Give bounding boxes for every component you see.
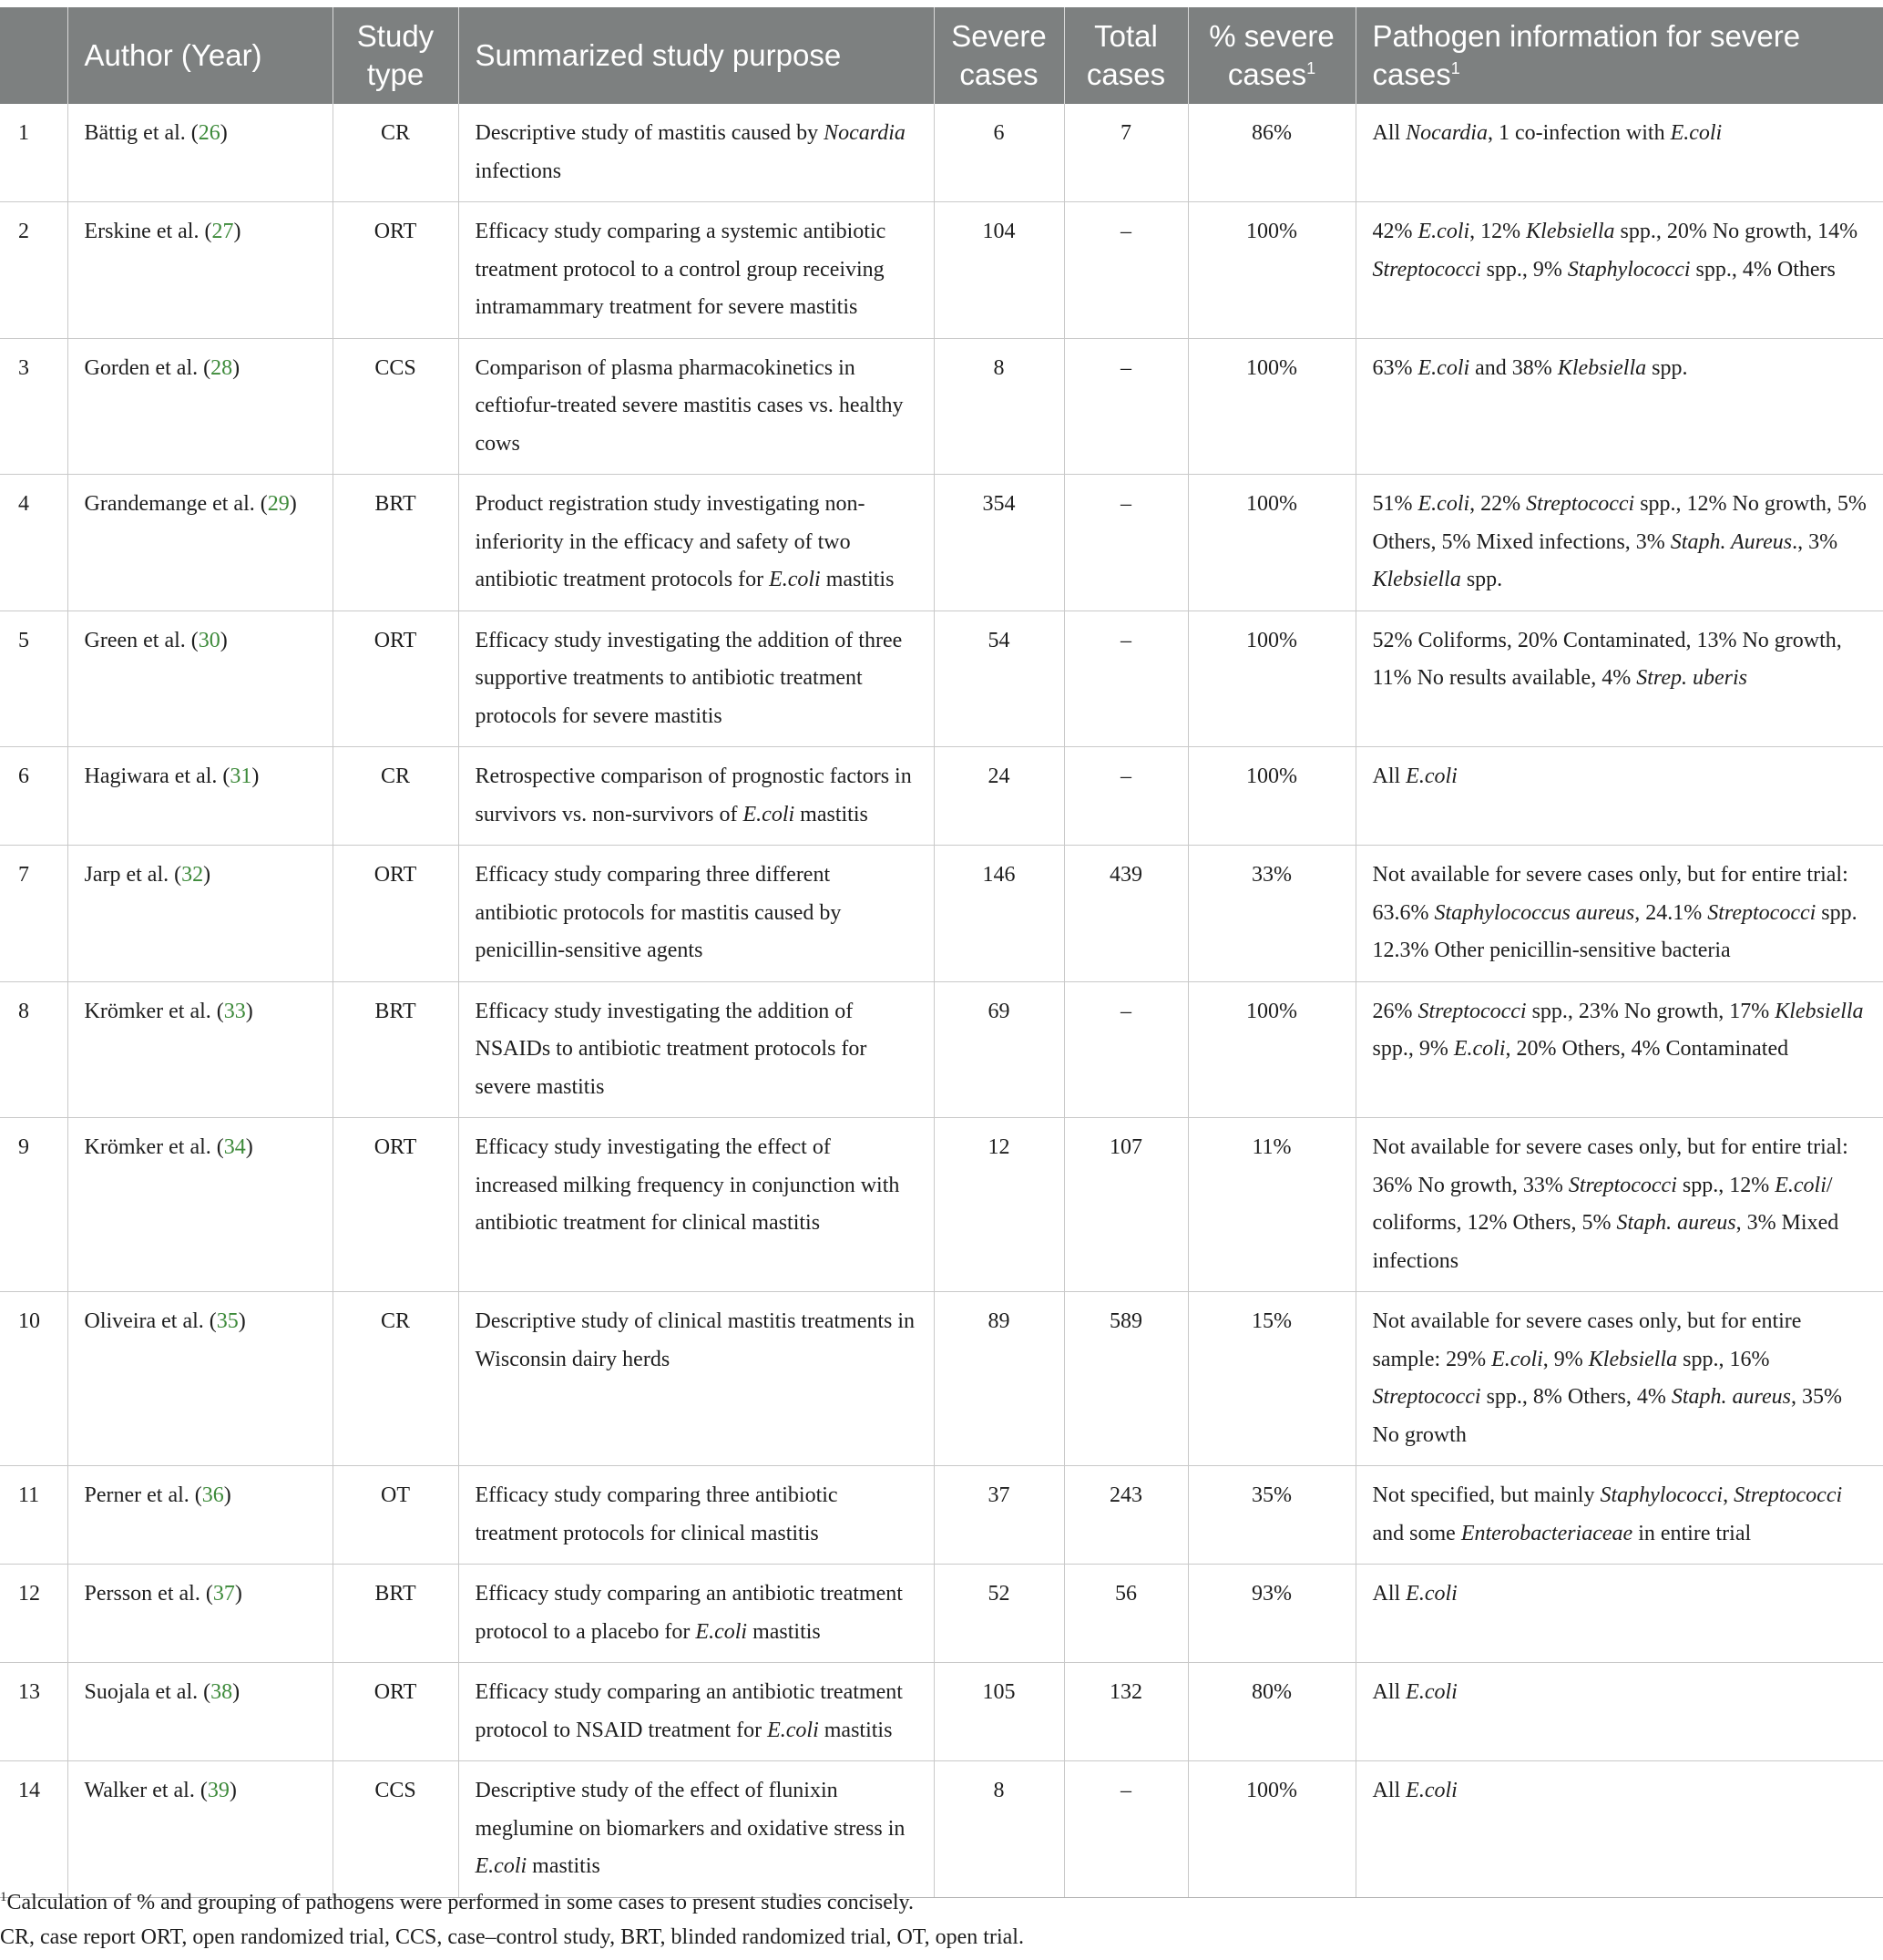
author-paren-close: ) xyxy=(232,1680,240,1704)
author-name: Bättig et al. ( xyxy=(84,121,199,145)
table-row xyxy=(0,104,1883,202)
row-number: 4 xyxy=(0,475,67,611)
author-cell xyxy=(67,202,333,339)
author-name: Oliveira et al. ( xyxy=(84,1309,217,1333)
header-study-type: Study type xyxy=(333,7,458,104)
pathogen-cell: All E.coli xyxy=(1356,1663,1883,1761)
author-paren-close: ) xyxy=(229,1779,237,1802)
reference-link[interactable]: 28 xyxy=(210,355,233,380)
row-number: 1 xyxy=(0,104,67,202)
pathogen-cell: All Nocardia, 1 co-infection with E.coli xyxy=(1356,104,1883,202)
author-name: Persson et al. ( xyxy=(84,1582,213,1606)
author-name: Krömker et al. ( xyxy=(84,1135,224,1159)
total-cases-cell: 243 xyxy=(1064,1466,1188,1565)
pct-severe-cell: 100% xyxy=(1188,1761,1356,1898)
header-pct-severe xyxy=(1188,7,1356,104)
row-number: 10 xyxy=(0,1292,67,1466)
author-cell xyxy=(67,338,333,475)
purpose-cell: Descriptive study of the effect of flunixin meglumine on biomarkers and oxidative stress in E.coli mastitis xyxy=(458,1761,934,1898)
row-number: 11 xyxy=(0,1466,67,1565)
header-total-cases: Total cases xyxy=(1064,7,1188,104)
header-pathogen-label: Pathogen information for severe cases xyxy=(1372,19,1801,91)
purpose-cell: Product registration study investigating non-inferiority in the efficacy and safety of two antibiotic treatment protocols for E.coli mastitis xyxy=(458,475,934,611)
author-cell xyxy=(67,1663,333,1761)
footnote-abbreviations: CR, case report ORT, open randomized trial, CCS, case–control study, BRT, blinded randomized trial, OT, open trial. xyxy=(0,1925,1024,1949)
total-cases-cell: 589 xyxy=(1064,1292,1188,1466)
reference-link[interactable]: 32 xyxy=(181,863,204,887)
author-paren-close: ) xyxy=(251,765,260,788)
table-row xyxy=(0,846,1883,982)
row-number: 9 xyxy=(0,1118,67,1292)
purpose-cell: Efficacy study investigating the effect of increased milking frequency in conjunction with antibiotic treatment for clinical mastitis xyxy=(458,1118,934,1292)
author-name: Jarp et al. ( xyxy=(84,863,182,887)
row-number: 7 xyxy=(0,846,67,982)
author-cell xyxy=(67,104,333,202)
total-cases-cell: – xyxy=(1064,475,1188,611)
author-paren-close: ) xyxy=(203,863,211,887)
total-cases-cell: – xyxy=(1064,338,1188,475)
reference-link[interactable]: 35 xyxy=(216,1309,239,1333)
total-cases-cell: – xyxy=(1064,981,1188,1118)
table-row xyxy=(0,981,1883,1118)
purpose-cell: Comparison of plasma pharmacokinetics in ceftiofur-treated severe mastitis cases vs. healthy cows xyxy=(458,338,934,475)
pathogen-cell: All E.coli xyxy=(1356,1565,1883,1663)
row-number: 5 xyxy=(0,611,67,747)
reference-link[interactable]: 36 xyxy=(201,1483,224,1507)
row-number: 2 xyxy=(0,202,67,339)
total-cases-cell: – xyxy=(1064,1761,1188,1898)
purpose-cell: Efficacy study investigating the addition of NSAIDs to antibiotic treatment protocols for severe mastitis xyxy=(458,981,934,1118)
reference-link[interactable]: 34 xyxy=(223,1135,246,1159)
pct-severe-cell: 93% xyxy=(1188,1565,1356,1663)
header-severe-cases: Severe cases xyxy=(934,7,1064,104)
pct-severe-cell: 33% xyxy=(1188,846,1356,982)
author-cell xyxy=(67,747,333,846)
row-number: 12 xyxy=(0,1565,67,1663)
author-cell xyxy=(67,1761,333,1898)
pathogen-cell: Not specified, but mainly Staphylococci, Streptococci and some Enterobacteriaceae in entire trial xyxy=(1356,1466,1883,1565)
reference-link[interactable]: 30 xyxy=(198,628,220,652)
table-header xyxy=(0,7,1883,104)
author-paren-close: ) xyxy=(220,121,228,145)
author-name: Green et al. ( xyxy=(84,628,199,652)
pathogen-cell: All E.coli xyxy=(1356,1761,1883,1898)
severe-cases-cell: 104 xyxy=(934,202,1064,339)
header-pathogen-footnote-mark: 1 xyxy=(1450,59,1460,77)
pathogen-cell: 63% E.coli and 38% Klebsiella spp. xyxy=(1356,338,1883,475)
study-type-cell: CR xyxy=(333,1292,458,1466)
pathogen-cell: 52% Coliforms, 20% Contaminated, 13% No growth, 11% No results available, 4% Strep. uberis xyxy=(1356,611,1883,747)
author-paren-close: ) xyxy=(238,1309,246,1333)
severe-cases-cell: 8 xyxy=(934,338,1064,475)
total-cases-cell: 439 xyxy=(1064,846,1188,982)
reference-link[interactable]: 31 xyxy=(230,765,252,788)
author-paren-close: ) xyxy=(289,492,297,516)
studies-table xyxy=(0,7,1883,1898)
study-type-cell: ORT xyxy=(333,202,458,339)
purpose-cell: Efficacy study comparing an antibiotic treatment protocol to a placebo for E.coli mastitis xyxy=(458,1565,934,1663)
purpose-cell: Efficacy study comparing three antibiotic treatment protocols for clinical mastitis xyxy=(458,1466,934,1565)
footnote-1 xyxy=(0,1885,1883,1920)
author-name: Erskine et al. ( xyxy=(84,220,212,243)
table-row xyxy=(0,202,1883,339)
table-row xyxy=(0,747,1883,846)
severe-cases-cell: 354 xyxy=(934,475,1064,611)
total-cases-cell: 7 xyxy=(1064,104,1188,202)
author-cell xyxy=(67,475,333,611)
author-name: Gorden et al. ( xyxy=(84,355,211,380)
row-number: 13 xyxy=(0,1663,67,1761)
purpose-cell: Descriptive study of clinical mastitis treatments in Wisconsin dairy herds xyxy=(458,1292,934,1466)
author-name: Grandemange et al. ( xyxy=(84,492,268,516)
reference-link[interactable]: 29 xyxy=(267,492,290,516)
severe-cases-cell: 105 xyxy=(934,1663,1064,1761)
author-name: Krömker et al. ( xyxy=(84,999,224,1023)
study-type-cell: ORT xyxy=(333,1663,458,1761)
purpose-cell: Retrospective comparison of prognostic factors in survivors vs. non-survivors of E.coli mastitis xyxy=(458,747,934,846)
table-row xyxy=(0,1761,1883,1898)
table-row xyxy=(0,1292,1883,1466)
table-body xyxy=(0,104,1883,1897)
severe-cases-cell: 12 xyxy=(934,1118,1064,1292)
total-cases-cell: 56 xyxy=(1064,1565,1188,1663)
severe-cases-cell: 8 xyxy=(934,1761,1064,1898)
severe-cases-cell: 24 xyxy=(934,747,1064,846)
study-type-cell: OT xyxy=(333,1466,458,1565)
row-number: 14 xyxy=(0,1761,67,1898)
header-purpose: Summarized study purpose xyxy=(458,7,934,104)
severe-cases-cell: 69 xyxy=(934,981,1064,1118)
table-row xyxy=(0,611,1883,747)
severe-cases-cell: 52 xyxy=(934,1565,1064,1663)
pct-severe-cell: 100% xyxy=(1188,338,1356,475)
pathogen-cell: Not available for severe cases only, but for entire trial: 36% No growth, 33% Streptococci spp., 12% E.coli/ coliforms, 12% Others, 5% Staph. aureus, 3% Mixed infections xyxy=(1356,1118,1883,1292)
study-type-cell: CR xyxy=(333,104,458,202)
total-cases-cell: 132 xyxy=(1064,1663,1188,1761)
severe-cases-cell: 54 xyxy=(934,611,1064,747)
author-paren-close: ) xyxy=(232,355,240,380)
pct-severe-cell: 100% xyxy=(1188,747,1356,846)
header-pct-severe-footnote-mark: 1 xyxy=(1306,59,1316,77)
pathogen-cell: 42% E.coli, 12% Klebsiella spp., 20% No growth, 14% Streptococci spp., 9% Staphylococci spp., 4% Others xyxy=(1356,202,1883,339)
pct-severe-cell: 100% xyxy=(1188,611,1356,747)
row-number: 3 xyxy=(0,338,67,475)
header-pathogen xyxy=(1356,7,1883,104)
study-type-cell: BRT xyxy=(333,475,458,611)
row-number: 6 xyxy=(0,747,67,846)
author-name: Hagiwara et al. ( xyxy=(84,765,230,788)
purpose-cell: Efficacy study comparing three different antibiotic protocols for mastitis caused by penicillin-sensitive agents xyxy=(458,846,934,982)
study-type-cell: CCS xyxy=(333,1761,458,1898)
total-cases-cell: 107 xyxy=(1064,1118,1188,1292)
author-name: Suojala et al. ( xyxy=(84,1680,211,1704)
reference-link[interactable]: 27 xyxy=(211,220,234,243)
author-cell xyxy=(67,981,333,1118)
pathogen-cell: Not available for severe cases only, but for entire trial: 63.6% Staphylococcus aureus, 24.1% Streptococci spp. 12.3% Other penicillin-sensitive bacteria xyxy=(1356,846,1883,982)
study-type-cell: ORT xyxy=(333,846,458,982)
pct-severe-cell: 100% xyxy=(1188,475,1356,611)
reference-link[interactable]: 37 xyxy=(212,1582,235,1606)
pct-severe-cell: 86% xyxy=(1188,104,1356,202)
purpose-cell: Efficacy study investigating the addition of three supportive treatments to antibiotic treatment protocols for severe mastitis xyxy=(458,611,934,747)
pathogen-cell: All E.coli xyxy=(1356,747,1883,846)
reference-link[interactable]: 38 xyxy=(210,1680,233,1704)
author-name: Perner et al. ( xyxy=(84,1483,202,1507)
author-paren-close: ) xyxy=(233,220,241,243)
table-row xyxy=(0,1663,1883,1761)
table-row xyxy=(0,1466,1883,1565)
table-row xyxy=(0,1565,1883,1663)
header-pct-severe-label: % severe cases xyxy=(1209,19,1335,91)
footnote-1-text: Calculation of % and grouping of pathogens were performed in some cases to present studies concisely. xyxy=(6,1891,914,1914)
author-cell xyxy=(67,846,333,982)
author-name: Walker et al. ( xyxy=(84,1779,208,1802)
reference-link[interactable]: 39 xyxy=(207,1779,230,1802)
pct-severe-cell: 100% xyxy=(1188,981,1356,1118)
severe-cases-cell: 146 xyxy=(934,846,1064,982)
study-type-cell: CCS xyxy=(333,338,458,475)
pathogen-cell: 26% Streptococci spp., 23% No growth, 17% Klebsiella spp., 9% E.coli, 20% Others, 4% Contaminated xyxy=(1356,981,1883,1118)
author-cell xyxy=(67,1466,333,1565)
pct-severe-cell: 35% xyxy=(1188,1466,1356,1565)
table-row xyxy=(0,338,1883,475)
author-cell xyxy=(67,1292,333,1466)
pct-severe-cell: 80% xyxy=(1188,1663,1356,1761)
severe-cases-cell: 37 xyxy=(934,1466,1064,1565)
reference-link[interactable]: 33 xyxy=(223,999,246,1023)
study-type-cell: ORT xyxy=(333,611,458,747)
header-num xyxy=(0,7,67,104)
author-paren-close: ) xyxy=(245,1135,253,1159)
purpose-cell: Descriptive study of mastitis caused by Nocardia infections xyxy=(458,104,934,202)
header-author: Author (Year) xyxy=(67,7,333,104)
author-paren-close: ) xyxy=(245,999,253,1023)
author-paren-close: ) xyxy=(220,628,228,652)
total-cases-cell: – xyxy=(1064,747,1188,846)
header-row xyxy=(0,7,1883,104)
pct-severe-cell: 100% xyxy=(1188,202,1356,339)
author-cell xyxy=(67,1118,333,1292)
purpose-cell: Efficacy study comparing a systemic antibiotic treatment protocol to a control group receiving intramammary treatment for severe mastitis xyxy=(458,202,934,339)
pathogen-cell: Not available for severe cases only, but for entire sample: 29% E.coli, 9% Klebsiella spp., 16% Streptococci spp., 8% Others, 4% Staph. aureus, 35% No growth xyxy=(1356,1292,1883,1466)
pathogen-cell: 51% E.coli, 22% Streptococci spp., 12% No growth, 5% Others, 5% Mixed infections, 3% Staph. Aureus., 3% Klebsiella spp. xyxy=(1356,475,1883,611)
author-cell xyxy=(67,1565,333,1663)
total-cases-cell: – xyxy=(1064,202,1188,339)
study-type-cell: ORT xyxy=(333,1118,458,1292)
pct-severe-cell: 11% xyxy=(1188,1118,1356,1292)
study-type-cell: CR xyxy=(333,747,458,846)
author-paren-close: ) xyxy=(234,1582,242,1606)
table-footnotes xyxy=(0,1885,1883,1955)
pct-severe-cell: 15% xyxy=(1188,1292,1356,1466)
footnote-1-mark: 1 xyxy=(0,1890,7,1904)
severe-cases-cell: 6 xyxy=(934,104,1064,202)
table-row xyxy=(0,475,1883,611)
purpose-cell: Efficacy study comparing an antibiotic treatment protocol to NSAID treatment for E.coli mastitis xyxy=(458,1663,934,1761)
table-row xyxy=(0,1118,1883,1292)
study-type-cell: BRT xyxy=(333,981,458,1118)
study-table-container xyxy=(0,7,1883,1898)
author-cell xyxy=(67,611,333,747)
author-paren-close: ) xyxy=(223,1483,231,1507)
total-cases-cell: – xyxy=(1064,611,1188,747)
study-type-cell: BRT xyxy=(333,1565,458,1663)
severe-cases-cell: 89 xyxy=(934,1292,1064,1466)
row-number: 8 xyxy=(0,981,67,1118)
reference-link[interactable]: 26 xyxy=(198,121,220,145)
